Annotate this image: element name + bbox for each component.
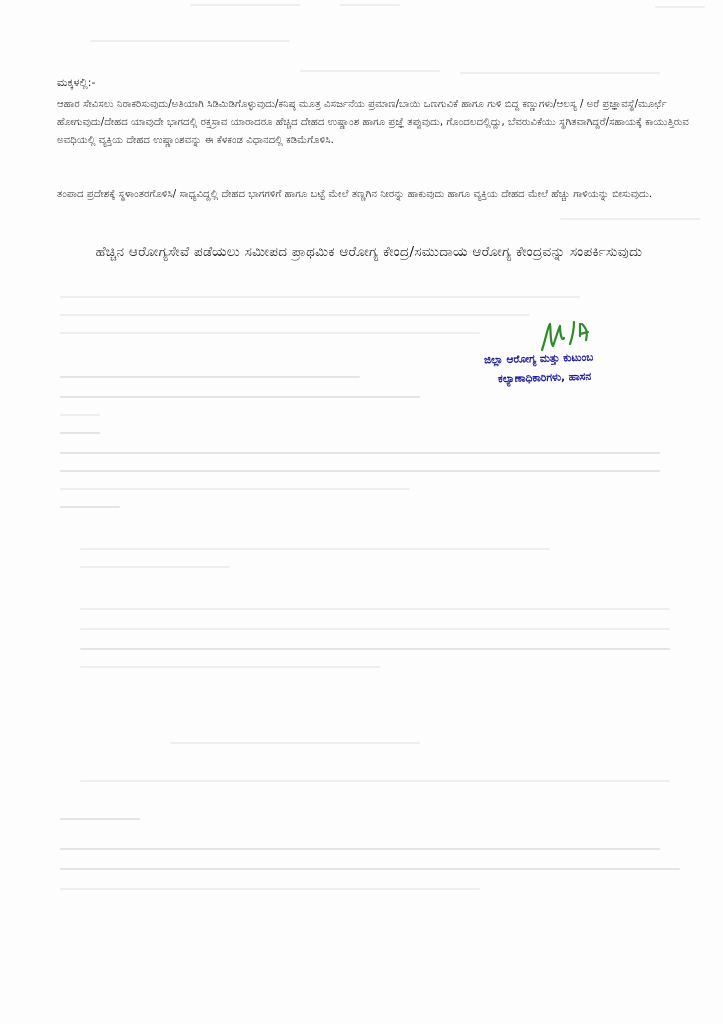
section-heading-children: ಮಕ್ಕಳಲ್ಲಿ:-: [57, 76, 96, 89]
health-centre-notice: ಹೆಚ್ಚಿನ ಆರೋಗ್ಯಸೇವೆ ಪಡೆಯಲು ಸಮೀಪದ ಪ್ರಾಥಮಿಕ ಆರೋಗ್ಯ ಕೇಂದ್ರ/ಸಮುದಾಯ ಆರೋಗ್ಯ ಕೇಂದ್ರವನ್ನು ಸಂಪರ್ಕಿಸುವುದು: [95, 244, 643, 260]
officer-title-stamp-line-2: ಕಲ್ಯಾಣಾಧಿಕಾರಿಗಳು, ಹಾಸನ: [497, 370, 592, 386]
signature-block: [470, 316, 660, 396]
cooling-instructions-paragraph: ತಂಪಾದ ಪ್ರದೇಶಕ್ಕೆ ಸ್ಥಳಾಂತರಗೊಳಿಸಿ/ ಸಾಧ್ಯವಿದ್ದಲ್ಲಿ ದೇಹದ ಭಾಗಗಳಿಗೆ ಹಾಗೂ ಬಟ್ಟೆ ಮೇಲೆ ತಣ್ಣಗಿನ ನೀರನ್ನು ಹಾಕುವುದು ಹಾಗೂ ವ್ಯಕ್ತಿಯ ದೇಹದ ಮೇಲೆ ಹೆಚ್ಚು ಗಾಳಿಯನ್ನು ಬೀಸುವುದು.: [57, 189, 653, 200]
symptoms-paragraph: ಆಹಾರ ಸೇವಿಸಲು ನಿರಾಕರಿಸುವುದು/ಅತಿಯಾಗಿ ಸಿಡಿಮಿಡಿಗೊಳ್ಳುವುದು/ಕನಿಷ್ಠ ಮೂತ್ರ ವಿಸರ್ಜನೆಯ ಪ್ರಮಾಣ/ಬಾಯಿ ಒಣಗುವಿಕೆ ಹಾಗೂ ಗುಳಿ ಬಿದ್ದ ಕಣ್ಣುಗಳು/ಆಲಸ್ಯ / ಅರೆ ಪ್ರಜ್ಞಾವಸ್ಥೆ/ಮೂರ್ಛೆ ಹೋಗುವುದು/ದೇಹದ ಯಾವುದೇ ಭಾಗದಲ್ಲಿ ರಕ್ತಸ್ರಾವ ಯಾರಾದರೂ ಹೆಚ್ಚಿದ ದೇಹದ ಉಷ್ಣಾಂಶ ಹಾಗೂ ಪ್ರಜ್ಞೆ ತಪ್ಪುವುದು, ಗೊಂದಲದಲ್ಲಿದ್ದು, ಬೆವರುವಿಕೆಯು ಸ್ಥಗಿತವಾಗಿದ್ದರೆ/ಸಹಾಯಕ್ಕೆ ಕಾಯುತ್ತಿರುವ ಅವಧಿಯಲ್ಲಿ ವ್ಯಕ್ತಿಯ ದೇಹದ ಉಷ್ಣಾಂಶವನ್ನು ಈ ಕೆಳಕಂಡ ವಿಧಾನದಲ್ಲಿ ಕಡಿಮೆಗೊಳಿಸಿ.: [57, 99, 689, 146]
officer-title-stamp-line-1: ಜಿಲ್ಲಾ ಆರೋಗ್ಯ ಮತ್ತು ಕುಟುಂಬ: [483, 351, 594, 367]
